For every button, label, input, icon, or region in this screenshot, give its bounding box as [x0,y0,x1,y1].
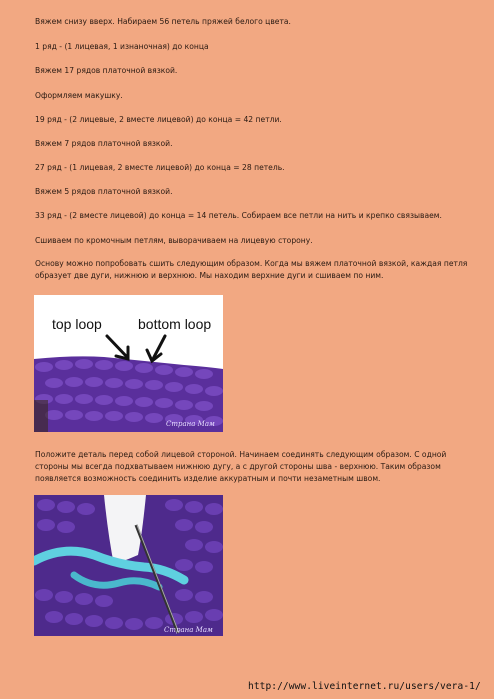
photo-loops [34,295,223,432]
photo-seam [34,495,223,636]
paragraph-7-rows: Вяжем 7 рядов платочной вязкой. [35,139,173,148]
paragraph-row-27: 27 ряд - (1 лицевая, 2 вместе лицевой) до конца = 28 петель. [35,163,285,172]
footer-url[interactable]: http://www.liveinternet.ru/users/vera-1/ [248,681,481,692]
label-bottom-loop: bottom loop [138,316,212,332]
paragraph-cast-on: Вяжем снизу вверх. Набираем 56 петель пряжей белого цвета. [35,17,291,26]
photo-seam-watermark: Страна Мам [164,626,213,634]
photo-seam-image [34,495,223,636]
paragraph-crown: Оформляем макушку. [35,91,123,100]
paragraph-row-19: 19 ряд - (2 лицевые, 2 вместе лицевой) до конца = 42 петли. [35,115,282,124]
photo-loops-image [34,295,223,432]
paragraph-17-rows: Вяжем 17 рядов платочной вязкой. [35,66,178,75]
label-top-loop: top loop [52,316,102,332]
paragraph-row-1: 1 ряд - (1 лицевая, 1 изнаночная) до конца [35,42,209,51]
paragraph-joining: Положите деталь перед собой лицевой стороной. Начинаем соединять следующим образом. С одной стороны мы всегда подхватываем нижнюю дугу, а с другой стороны шва - верхнюю. Таким образом появляется возможность соединить изделие аккуратным и почти незаметным швом. [35,450,447,483]
photo-loops-watermark: Страна Мам [166,420,215,428]
paragraph-5-rows: Вяжем 5 рядов платочной вязкой. [35,187,173,196]
paragraph-seam-method: Основу можно попробовать сшить следующим образом. Когда мы вяжем платочной вязкой, каждая петля образует две дуги, нижнюю и верхнюю. Мы находим верхние дуги и сшиваем по ним. [35,259,468,280]
paragraph-sew-edges: Сшиваем по кромочным петлям, выворачиваем на лицевую сторону. [35,236,313,245]
paragraph-row-33: 33 ряд - (2 вместе лицевой) до конца = 14 петель. Собираем все петли на нить и крепко связываем. [35,211,442,220]
